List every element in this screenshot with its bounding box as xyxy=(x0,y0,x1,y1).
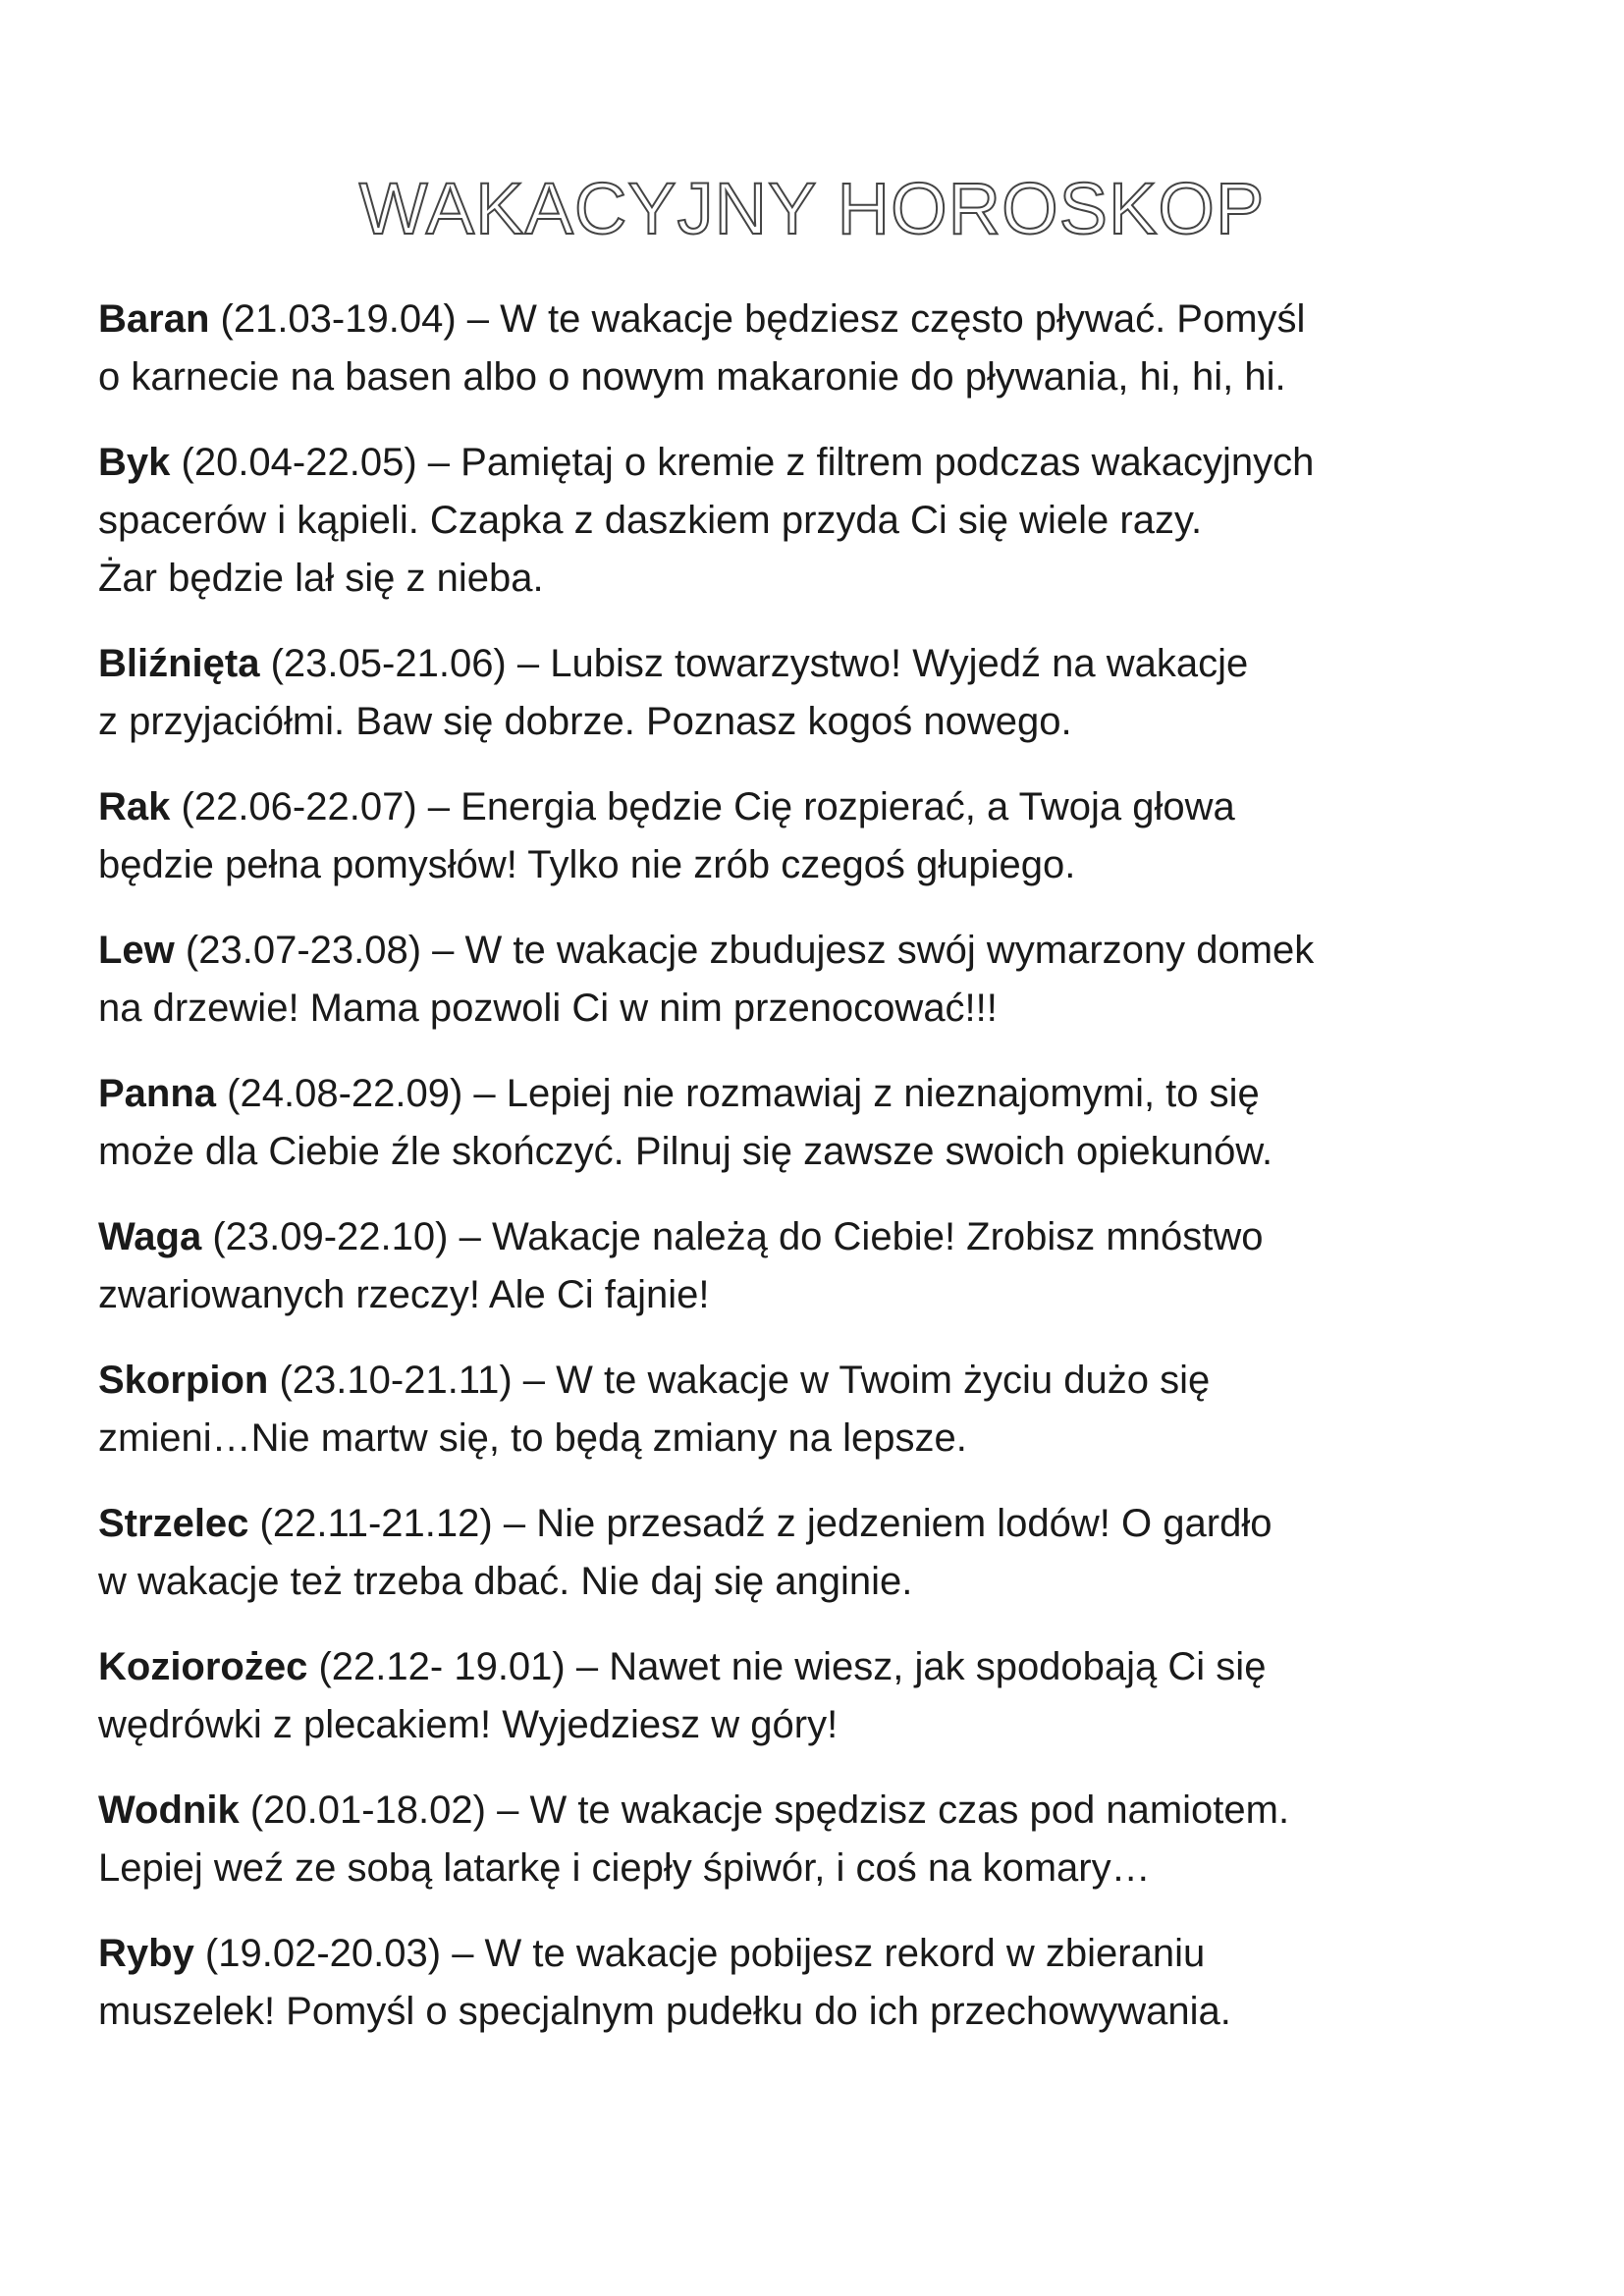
entry-text-line: może dla Ciebie źle skończyć. Pilnuj się zawsze swoich opiekunów. xyxy=(98,1130,1273,1173)
entry-text-line: z przyjaciółmi. Baw się dobrze. Poznasz kogoś nowego. xyxy=(98,700,1072,743)
entry-text-line: muszelek! Pomyśl o specjalnym pudełku do ich przechowywania. xyxy=(98,1990,1231,2033)
entry-text-line: o karnecie na basen albo o nowym makaronie do pływania, hi, hi, hi. xyxy=(98,355,1286,399)
zodiac-sign-name: Strzelec xyxy=(98,1502,249,1545)
zodiac-sign-name: Rak xyxy=(98,785,171,828)
zodiac-sign-name: Waga xyxy=(98,1215,202,1258)
horoscope-entry xyxy=(98,1782,1532,1897)
horoscope-entry xyxy=(98,922,1532,1038)
zodiac-sign-name: Ryby xyxy=(98,1932,194,1975)
entry-text-line: (21.03-19.04) – W te wakacje będziesz często pływać. Pomyśl xyxy=(209,297,1306,341)
entry-text-line: Lepiej weź ze sobą latarkę i ciepły śpiwór, i coś na komary… xyxy=(98,1846,1151,1890)
horoscope-entry xyxy=(98,1638,1532,1754)
horoscope-entry xyxy=(98,778,1532,894)
entry-text-line: (23.05-21.06) – Lubisz towarzystwo! Wyjedź na wakacje xyxy=(259,642,1249,685)
horoscope-entry xyxy=(98,291,1532,406)
horoscope-list xyxy=(98,291,1532,2068)
zodiac-sign-name: Koziorożec xyxy=(98,1645,308,1688)
entry-text-line: (22.06-22.07) – Energia będzie Cię rozpierać, a Twoja głowa xyxy=(170,785,1235,828)
entry-text-line: w wakacje też trzeba dbać. Nie daj się anginie. xyxy=(98,1560,913,1603)
entry-text-line: (23.09-22.10) – Wakacje należą do Ciebie! Zrobisz mnóstwo xyxy=(201,1215,1264,1258)
entry-text-line: wędrówki z plecakiem! Wyjedziesz w góry! xyxy=(98,1703,839,1746)
zodiac-sign-name: Byk xyxy=(98,441,171,484)
entry-text-line: (24.08-22.09) – Lepiej nie rozmawiaj z nieznajomymi, to się xyxy=(216,1072,1260,1115)
page-title: WAKACYJNY HOROSKOP xyxy=(358,168,1266,249)
horoscope-entry xyxy=(98,1925,1532,2041)
zodiac-sign-name: Lew xyxy=(98,929,175,972)
horoscope-entry xyxy=(98,1352,1532,1468)
horoscope-entry xyxy=(98,434,1532,608)
entry-text-line: (19.02-20.03) – W te wakacje pobijesz rekord w zbieraniu xyxy=(193,1932,1206,1975)
entry-text-line: będzie pełna pomysłów! Tylko nie zrób czegoś głupiego. xyxy=(98,843,1076,886)
zodiac-sign-name: Wodnik xyxy=(98,1789,240,1832)
entry-text-line: (23.07-23.08) – W te wakacje zbudujesz swój wymarzony domek xyxy=(174,929,1315,972)
entry-text-line: (23.10-21.11) – W te wakacje w Twoim życiu dużo się xyxy=(268,1359,1211,1402)
zodiac-sign-name: Panna xyxy=(98,1072,217,1115)
horoscope-entry xyxy=(98,1208,1532,1324)
entry-text-line: (22.11-21.12) – Nie przesadź z jedzeniem lodów! O gardło xyxy=(248,1502,1272,1545)
entry-text-line: (20.04-22.05) – Pamiętaj o kremie z filtrem podczas wakacyjnych xyxy=(170,441,1315,484)
entry-text-line: na drzewie! Mama pozwoli Ci w nim przenocować!!! xyxy=(98,987,998,1030)
horoscope-entry xyxy=(98,1495,1532,1611)
horoscope-entry xyxy=(98,635,1532,751)
entry-text-line: (22.12- 19.01) – Nawet nie wiesz, jak spodobają Ci się xyxy=(307,1645,1267,1688)
entry-text-line: (20.01-18.02) – W te wakacje spędzisz czas pod namiotem. xyxy=(239,1789,1290,1832)
zodiac-sign-name: Baran xyxy=(98,297,210,341)
zodiac-sign-name: Skorpion xyxy=(98,1359,269,1402)
horoscope-entry xyxy=(98,1065,1532,1181)
entry-text-line: zwariowanych rzeczy! Ale Ci fajnie! xyxy=(98,1273,710,1316)
entry-text-line: zmieni…Nie martw się, to będą zmiany na lepsze. xyxy=(98,1416,967,1460)
entry-text-line: spacerów i kąpieli. Czapka z daszkiem przyda Ci się wiele razy. xyxy=(98,499,1203,542)
entry-text-line: Żar będzie lał się z nieba. xyxy=(98,557,544,600)
zodiac-sign-name: Bliźnięta xyxy=(98,642,260,685)
